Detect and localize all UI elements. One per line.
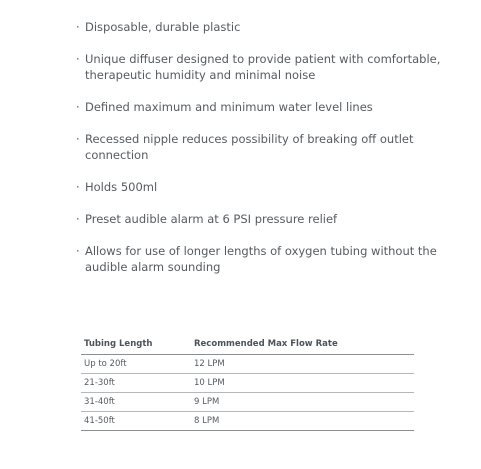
flow-rate-cell: 9 LPM (191, 393, 414, 412)
feature-text: Recessed nipple reduces possibility of breaking off outlet connection (85, 132, 414, 162)
table-row (81, 374, 414, 393)
tubing-length-cell: Up to 20ft (81, 355, 191, 374)
feature-text: Allows for use of longer lengths of oxygen tubing without the audible alarm sounding (85, 244, 437, 274)
bullet-marker: · (76, 212, 80, 226)
feature-text: Disposable, durable plastic (85, 20, 241, 34)
feature-list (76, 19, 476, 291)
feature-text: Defined maximum and minimum water level lines (85, 100, 373, 114)
table-row (81, 412, 414, 431)
feature-item (76, 99, 476, 115)
flow-rate-cell: 8 LPM (191, 412, 414, 431)
header-max-flow-rate: Recommended Max Flow Rate (191, 336, 414, 355)
table-row (81, 355, 414, 374)
feature-item (76, 19, 476, 35)
tubing-length-cell: 21-30ft (81, 374, 191, 393)
table-header-row (81, 336, 414, 355)
flow-rate-cell: 12 LPM (191, 355, 414, 374)
flow-rate-table (81, 336, 414, 431)
feature-text: Unique diffuser designed to provide patient with comfortable, therapeutic humidity and minimal noise (85, 52, 441, 82)
bullet-marker: · (76, 132, 80, 146)
feature-item (76, 131, 476, 163)
feature-item (76, 211, 476, 227)
feature-text: Preset audible alarm at 6 PSI pressure relief (85, 212, 338, 226)
bullet-marker: · (76, 100, 80, 114)
feature-item (76, 243, 476, 275)
tubing-length-cell: 31-40ft (81, 393, 191, 412)
feature-item (76, 179, 476, 195)
header-tubing-length: Tubing Length (81, 336, 191, 355)
feature-item (76, 51, 476, 83)
bullet-marker: · (76, 180, 80, 194)
feature-text: Holds 500ml (85, 180, 158, 194)
bullet-marker: · (76, 52, 80, 66)
bullet-marker: · (76, 20, 80, 34)
flow-rate-cell: 10 LPM (191, 374, 414, 393)
tubing-length-cell: 41-50ft (81, 412, 191, 431)
bullet-marker: · (76, 244, 80, 258)
table-row (81, 393, 414, 412)
